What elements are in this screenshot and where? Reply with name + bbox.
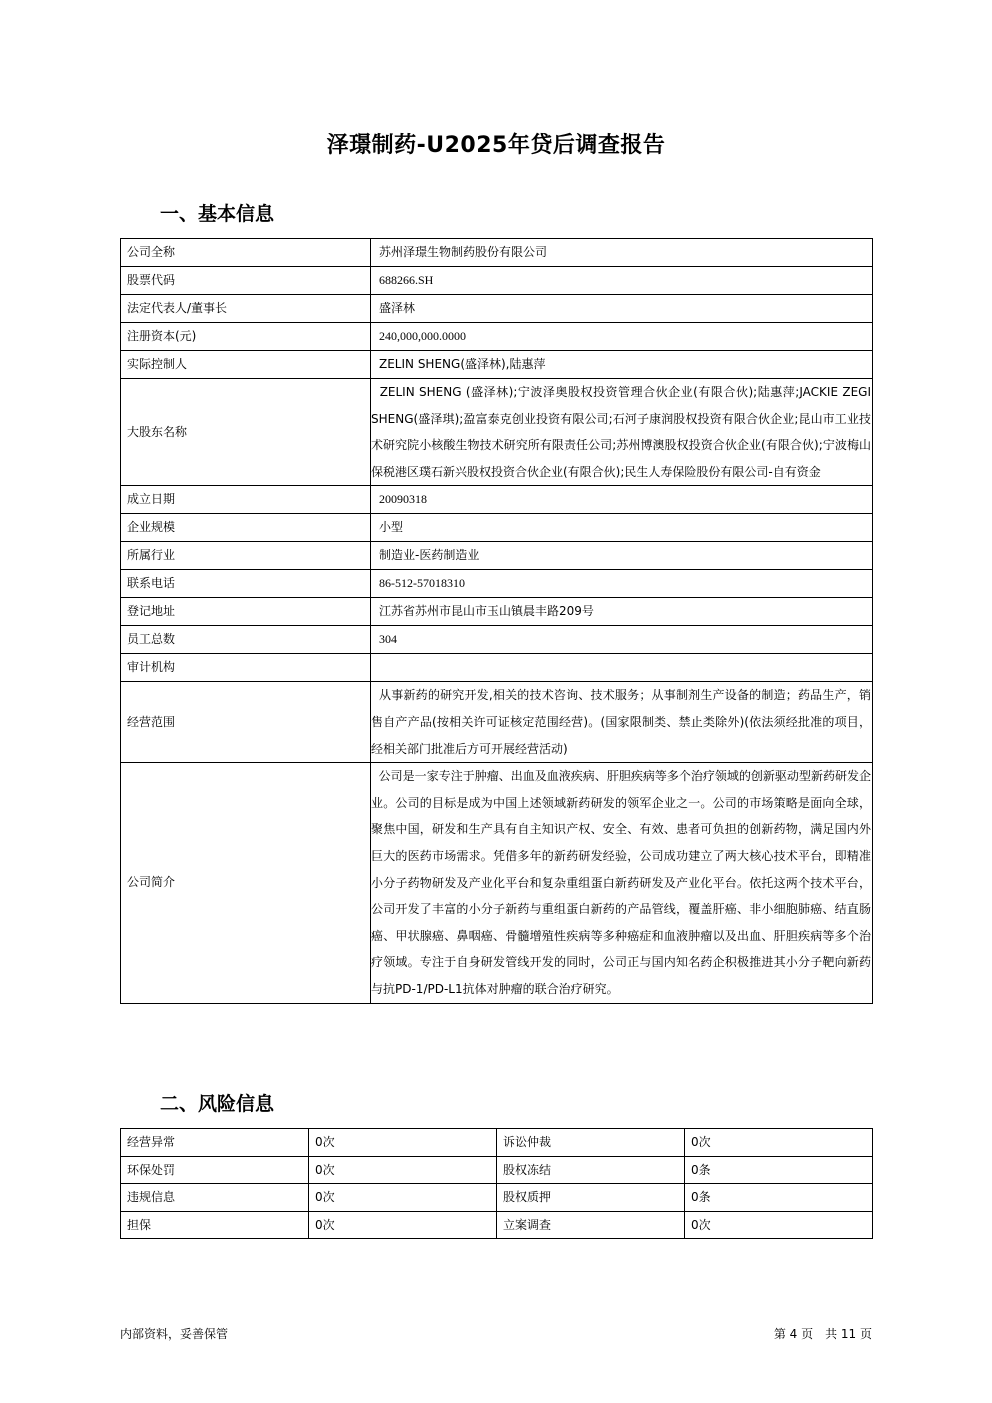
- table-row: [121, 1129, 873, 1157]
- table-row: [121, 1184, 873, 1212]
- risk-label: 经营异常: [121, 1129, 309, 1157]
- field-label: 所属行业: [121, 542, 371, 570]
- field-value: 从事新药的研究开发,相关的技术咨询、技术服务；从事制剂生产设备的制造；药品生产，销售自产产品(按相关许可证核定范围经营)。(国家限制类、禁止类除外)(依法须经批准的项目，经相关部门批准后方可开展经营活动): [371, 682, 873, 763]
- table-row: [121, 1211, 873, 1239]
- field-label: 登记地址: [121, 598, 371, 626]
- table-row: [121, 379, 873, 486]
- table-row: [121, 514, 873, 542]
- risk-label: 股权质押: [497, 1184, 685, 1212]
- field-value: ZELIN SHENG(盛泽林),陆惠萍: [371, 351, 873, 379]
- table-row: [121, 542, 873, 570]
- risk-label: 股权冻结: [497, 1156, 685, 1184]
- field-value: 240,000,000.0000: [371, 323, 873, 351]
- table-row: [121, 1156, 873, 1184]
- section-heading-basic-info: 一、基本信息: [160, 203, 275, 225]
- table-row: [121, 763, 873, 1003]
- field-label: 法定代表人/董事长: [121, 295, 371, 323]
- risk-label: 违规信息: [121, 1184, 309, 1212]
- risk-value: 0次: [685, 1129, 873, 1157]
- field-label: 股票代码: [121, 267, 371, 295]
- field-label: 经营范围: [121, 682, 371, 763]
- field-value: 20090318: [371, 486, 873, 514]
- footer-confidential-note: 内部资料，妥善保管: [120, 1327, 229, 1341]
- field-value: 苏州泽璟生物制药股份有限公司: [371, 239, 873, 267]
- risk-value: 0次: [309, 1211, 497, 1239]
- field-value: 江苏省苏州市昆山市玉山镇晨丰路209号: [371, 598, 873, 626]
- field-value: ZELIN SHENG (盛泽林);宁波泽奥股权投资管理合伙企业(有限合伙);陆惠萍;JACKIE ZEGI SHENG(盛泽琪);盈富泰克创业投资有限公司;石河子康润股权投资有限合伙企业;昆山市工业技术研究院小核酸生物技术研究所有限责任公司;苏州博澳股权投资合伙企业(有限合伙);宁波梅山保税港区璞石新兴股权投资合伙企业(有限合伙);民生人寿保险股份有限公司-自有资金: [371, 379, 873, 486]
- field-label: 联系电话: [121, 570, 371, 598]
- report-title: 泽璟制药-U2025年贷后调查报告: [326, 133, 666, 158]
- table-row: [121, 351, 873, 379]
- field-label: 公司简介: [121, 763, 371, 1003]
- field-value: 688266.SH: [371, 267, 873, 295]
- field-label: 成立日期: [121, 486, 371, 514]
- risk-value: 0次: [685, 1211, 873, 1239]
- field-label: 实际控制人: [121, 351, 371, 379]
- table-row: [121, 626, 873, 654]
- field-label: 审计机构: [121, 654, 371, 682]
- risk-value: 0次: [309, 1184, 497, 1212]
- risk-value: 0次: [309, 1129, 497, 1157]
- field-value: 公司是一家专注于肿瘤、出血及血液疾病、肝胆疾病等多个治疗领域的创新驱动型新药研发企业。公司的目标是成为中国上述领域新药研发的领军企业之一。公司的市场策略是面向全球，聚焦中国，研发和生产具有自主知识产权、安全、有效、患者可负担的创新药物，满足国内外巨大的医药市场需求。凭借多年的新药研发经验，公司成功建立了两大核心技术平台，即精准小分子药物研发及产业化平台和复杂重组蛋白新药研发及产业化平台。依托这两个技术平台，公司开发了丰富的小分子新药与重组蛋白新药的产品管线，覆盖肝癌、非小细胞肺癌、结直肠癌、甲状腺癌、鼻咽癌、骨髓增殖性疾病等多种癌症和血液肿瘤以及出血、肝胆疾病等多个治疗领域。专注于自身研发管线开发的同时，公司正与国内知名药企积极推进其小分子靶向新药与抗PD-1/PD-L1抗体对肿瘤的联合治疗研究。: [371, 763, 873, 1003]
- risk-label: 担保: [121, 1211, 309, 1239]
- table-row: [121, 295, 873, 323]
- table-row: [121, 323, 873, 351]
- field-label: 大股东名称: [121, 379, 371, 486]
- field-value: 盛泽林: [371, 295, 873, 323]
- footer-page-number: 第 4 页 共 11 页: [773, 1327, 872, 1341]
- field-label: 企业规模: [121, 514, 371, 542]
- field-value: 小型: [371, 514, 873, 542]
- table-row: [121, 654, 873, 682]
- risk-value: 0条: [685, 1156, 873, 1184]
- risk-label: 诉讼仲裁: [497, 1129, 685, 1157]
- field-value: [371, 654, 873, 682]
- field-label: 员工总数: [121, 626, 371, 654]
- table-row: [121, 486, 873, 514]
- field-value: 制造业-医药制造业: [371, 542, 873, 570]
- table-row: [121, 267, 873, 295]
- basic-info-table: [120, 238, 873, 1004]
- risk-label: 立案调查: [497, 1211, 685, 1239]
- table-row: [121, 682, 873, 763]
- risk-value: 0条: [685, 1184, 873, 1212]
- table-row: [121, 239, 873, 267]
- table-row: [121, 598, 873, 626]
- field-label: 公司全称: [121, 239, 371, 267]
- field-value: 304: [371, 626, 873, 654]
- risk-value: 0次: [309, 1156, 497, 1184]
- section-heading-risk-info: 二、风险信息: [160, 1093, 275, 1115]
- risk-info-table: [120, 1128, 873, 1239]
- risk-label: 环保处罚: [121, 1156, 309, 1184]
- table-row: [121, 570, 873, 598]
- field-label: 注册资本(元): [121, 323, 371, 351]
- field-value: 86-512-57018310: [371, 570, 873, 598]
